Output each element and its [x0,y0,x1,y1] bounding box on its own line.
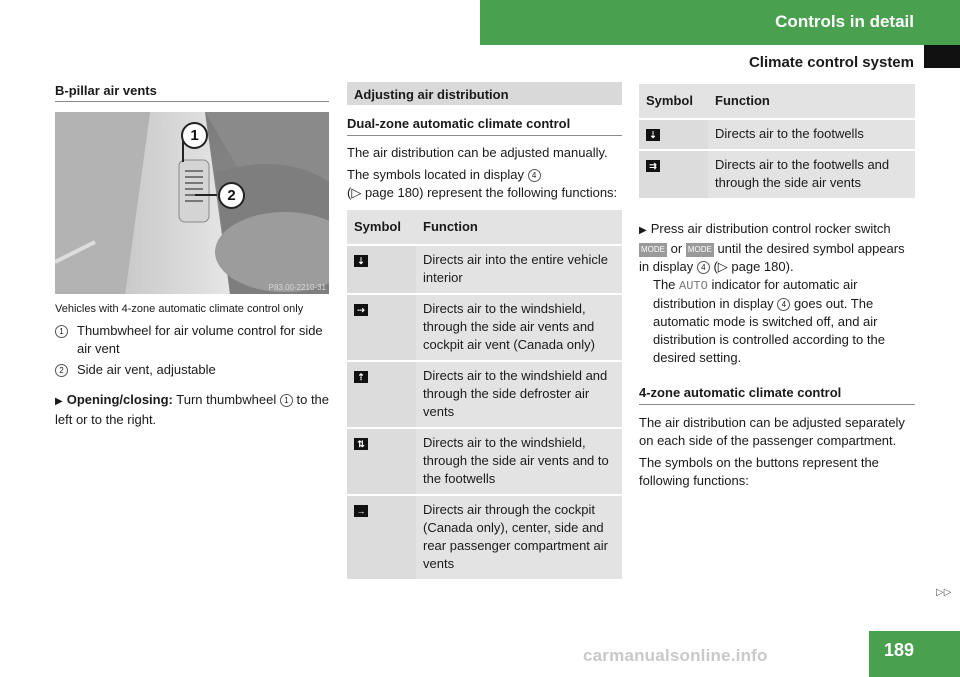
function-cell: Directs air into the entire vehicle interior [416,246,622,293]
air-windshield-footwell-icon: ⇅ [354,438,368,450]
table-row [347,496,622,579]
step-text-1: Press air distribution control rocker switch [650,221,891,236]
four-zone-para-2: The symbols on the buttons represent the following functions: [639,455,879,488]
step-arrow-icon: ▶ [639,225,647,236]
table-row [639,120,915,149]
section-title: Climate control system [748,54,914,71]
air-cockpit-center-side-rear-icon: → [354,505,368,517]
table-row [347,429,622,494]
legend-number: 1 [55,325,68,338]
step-ref: 1 [280,394,293,407]
display-para-a: The symbols located in display [347,167,525,182]
callout-2: 2 [218,182,245,209]
image-code: P83.00-2210-31 [268,283,326,292]
table-row [347,295,622,360]
table-row [347,362,622,427]
legend [55,322,329,379]
step-label: Opening/closing: [66,392,173,407]
callout-1: 1 [181,122,208,149]
adjusting-column [347,82,622,581]
legend-text: Thumbwheel for air volume control for side air vent [77,323,323,356]
air-windshield-side-cockpit-icon: ⇢ [354,304,368,316]
auto-para [639,276,915,367]
table-header-row [347,210,622,244]
legend-text: Side air vent, adjustable [77,362,216,377]
watermark: carmanualsonline.info [583,646,768,665]
function-cell: Directs air to the footwells and through the side air vents [708,151,915,198]
air-footwell-side-icon: ⇉ [646,160,660,172]
table-row [347,246,622,293]
air-all-icon: ⇣ [354,255,368,267]
dual-zone-symbol-table [347,208,622,581]
mode-down-button-icon: MODE [686,243,714,257]
step-text-2: to the left or to the right. [55,392,330,427]
table-header-row [639,84,915,118]
step-arrow-icon: ▶ [55,396,63,407]
function-cell: Directs air to the footwells [708,120,915,149]
right-column [639,82,915,490]
bpillar-photo [55,112,329,294]
page-number-box [869,631,960,677]
legend-item [55,361,329,379]
manual-para: The air distribution can be adjusted manually. [347,145,608,160]
display-para [347,166,622,202]
four-zone-heading: 4-zone automatic climate control [639,385,915,405]
auto-label: AUTO [679,279,708,293]
chapter-title: Controls in detail [775,12,914,31]
col-symbol: Symbol [639,84,708,118]
step-or: or [670,241,683,256]
page-number: 189 [883,640,914,660]
col-function: Function [708,84,915,118]
footwell-symbol-table [639,82,915,200]
function-cell: Directs air to the windshield, through the side air vents and to the footwells [416,429,622,494]
auto-para-b: indicator for automatic air distribution in display [653,277,858,311]
header-marker [924,45,960,68]
adjusting-heading: Adjusting air distribution [347,82,622,105]
function-cell: Directs air through the cockpit (Canada only), center, side and rear passenger compartment air vents [416,496,622,579]
legend-item [55,322,329,358]
dual-zone-heading: Dual-zone automatic climate control [347,116,622,136]
col-function: Function [416,210,622,244]
air-footwell-icon: ⇣ [646,129,660,141]
opening-closing-step [55,391,329,429]
bpillar-column [55,83,329,429]
step-text-2: until the desired symbol appears in display [639,241,905,274]
photo-caption: Vehicles with 4-zone automatic climate control only [55,303,304,315]
four-zone-para-1: The air distribution can be adjusted separately on each side of the passenger compartment. [639,415,905,448]
table-row [639,151,915,198]
auto-ref: 4 [777,298,790,311]
auto-para-a: The [653,277,676,292]
mode-up-button-icon: MODE [639,243,667,257]
display-para-b: (▷ page 180) represent the following functions: [347,185,618,200]
bpillar-heading: B-pillar air vents [55,83,329,102]
col-symbol: Symbol [347,210,416,244]
chapter-tab [480,0,960,45]
next-page-icon: ▷▷ [936,587,952,598]
legend-number: 2 [55,364,68,377]
rocker-switch-step [639,220,915,276]
function-cell: Directs air to the windshield, through the side air vents and cockpit air vent (Canada only) [416,295,622,360]
step-text-3: (▷ page 180). [713,259,794,274]
function-cell: Directs air to the windshield and through the side defroster air vents [416,362,622,427]
air-windshield-defroster-icon: ⇡ [354,371,368,383]
display-ref: 4 [528,169,541,182]
auto-para-c: goes out. The automatic mode is switched off, and air distribution is controlled according to the desired setting. [653,296,885,365]
step-text-1: Turn thumbwheel [176,392,277,407]
step-ref: 4 [697,261,710,274]
